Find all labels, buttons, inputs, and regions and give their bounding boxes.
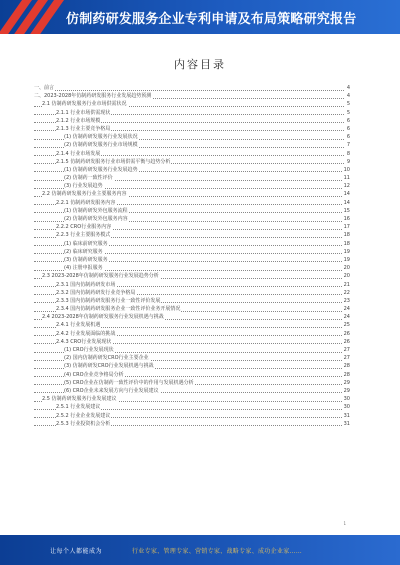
toc-entry[interactable] [34,100,350,108]
toc-entry[interactable] [34,207,350,215]
toc-entry-page: 22 [343,289,350,296]
toc-entry-title: 二、2023-2028年仿制药研发服务行业发展趋势预测 [34,93,152,100]
toc-entry-page: 23 [343,297,350,304]
toc-entry[interactable] [34,346,350,354]
toc-entry-page: 26 [343,330,350,337]
toc-entry-page: 8 [346,150,350,157]
toc-entry[interactable] [34,190,350,198]
toc-entry-title: 2.3.1 国内仿制药研发市场 [56,281,116,288]
toc-entry-title: (1) 仿制药研发服务行业发展趋势 [64,166,138,173]
toc-entry[interactable] [34,248,350,256]
toc-entry-title: 2.2.3 行业主要服务模式 [56,232,111,239]
toc-entry[interactable] [34,338,350,346]
toc-entry-title: (4) CRO企业竞争格局分析 [64,371,124,378]
toc-entry-page: 27 [343,347,350,353]
toc-entry-title: 2.2.1 仿制药研发服务内容 [56,199,116,206]
toc-entry-title: (3) 仿制药研发服务 [64,256,108,263]
toc-entry-page: 16 [343,216,350,222]
toc-entry-title: 2.1.5 仿制药研发服务行业市场供需平衡与趋势分析 [56,158,171,165]
toc-entry-page: 28 [343,371,350,378]
toc-entry[interactable] [34,403,350,411]
toc-entry-page: 5 [346,101,350,108]
toc-entry-page: 24 [343,306,350,313]
toc-entry-title: 2.3.2 国内仿制药研发行业竞争格局 [56,289,136,296]
report-footer-banner [0,535,400,565]
toc-entry-title: 2.1.4 行业市场发展 [56,150,101,157]
toc-entry[interactable] [34,92,350,100]
toc-entry-page: 4 [346,93,350,100]
toc-entry[interactable] [34,223,350,231]
toc-entry[interactable] [34,354,350,362]
toc-entry-page: 20 [343,273,350,280]
toc-leader-dots [34,90,344,91]
toc-entry-title: (2) 临床研究服务 [64,248,103,255]
toc-entry-title: (5) CRO企业在仿制药一致性评价中的作用与发展机遇分析 [64,379,194,386]
toc-entry-title: 2.3 2023-2028年仿制药研发服务行业发展趋势分析 [42,273,159,280]
toc-entry-title: 2.1.2 行业市场规模 [56,117,101,124]
toc-entry-title: 2.2.2 CRO行业服务内容 [56,224,112,231]
toc-entry-title: (1) 临床前研究服务 [64,240,108,247]
toc-entry-title: (1) CRO行业发展现状 [64,347,114,353]
toc-entry-page: 17 [343,224,350,231]
toc-entry-title: (3) 行业发展趋势 [64,183,103,190]
toc-entry-page: 14 [343,199,350,206]
toc-entry[interactable] [34,379,350,387]
toc-entry-title: 2.4.1 行业发展机遇 [56,322,101,329]
table-of-contents [34,84,350,428]
toc-entry[interactable] [34,420,350,428]
toc-entry[interactable] [34,321,350,329]
toc-entry-page: 29 [343,379,350,386]
toc-entry-page: 10 [343,166,350,173]
toc-entry[interactable] [34,240,350,248]
toc-entry-page: 11 [343,175,350,182]
toc-entry-page: 28 [343,363,350,370]
toc-entry[interactable] [34,84,350,92]
toc-entry-page: 27 [343,355,350,362]
report-title: 仿制药研发服务企业专利申请及布局策略研究报告 [66,12,357,27]
toc-entry-page: 31 [343,412,350,419]
toc-entry-page: 19 [343,256,350,263]
toc-entry-title: (2) 仿制药研发外包服务内容 [64,216,128,222]
toc-entry-page: 20 [343,265,350,272]
toc-heading: 内容目录 [174,58,226,71]
toc-entry-title: 2.5 仿制药研发服务行业发展建议 [42,396,117,403]
toc-entry[interactable] [34,371,350,379]
toc-entry-title: 2.3.4 国内仿制药研发服务企业一致性评价业务开展情况 [56,306,181,313]
toc-entry-title: 一、前言 [34,85,55,91]
toc-entry[interactable] [34,109,350,117]
toc-entry-title: 2.5.2 行业企业发展建议 [56,412,111,419]
toc-entry[interactable] [34,215,350,223]
toc-entry-page: 15 [343,207,350,214]
toc-entry[interactable] [34,125,350,133]
toc-entry-page: 5 [346,109,350,116]
toc-entry[interactable] [34,264,350,272]
toc-entry[interactable] [34,330,350,338]
toc-entry-page: 19 [343,248,350,255]
footer-tags: 行业专家、管理专家、营销专家、战略专家、成功企业家…… [132,548,303,555]
toc-entry-title: 2.4.3 CRO行业发展现状 [56,338,112,345]
toc-entry-title: (2) 仿制药一致性评价 [64,175,113,182]
toc-entry-page: 26 [343,338,350,345]
toc-entry[interactable] [34,141,350,149]
toc-entry-title: 2.1.3 行业主要竞争格局 [56,125,111,132]
toc-entry-page: 18 [343,240,350,247]
report-header-banner [0,0,400,34]
toc-entry-page: 6 [346,134,350,141]
toc-entry-title: 2.5.1 行业发展建议 [56,404,101,411]
toc-entry-page: 6 [346,117,350,124]
toc-entry[interactable] [34,289,350,297]
toc-entry[interactable] [34,117,350,125]
toc-entry[interactable] [34,412,350,420]
toc-entry-title: 2.4 2023-2028年仿制药研发服务行业发展机遇与挑战 [42,314,164,321]
toc-entry-title: (2) 仿制药研发服务行业市场规模 [64,142,138,149]
toc-entry-page: 18 [343,232,350,239]
toc-entry-page: 9 [346,158,350,165]
toc-entry[interactable] [34,305,350,313]
toc-entry-title: (1) 仿制药研发外包服务流程 [64,207,128,214]
toc-entry[interactable] [34,395,350,403]
toc-entry[interactable] [34,362,350,370]
toc-entry-title: 2.5.3 行业投资机会分析 [56,420,111,427]
toc-entry-page: 14 [343,191,350,198]
toc-entry-title: 2.2 仿制药研发服务行业主要服务内容 [42,191,127,198]
toc-entry-page: 4 [346,85,350,91]
toc-entry[interactable] [34,174,350,182]
toc-entry-page: 30 [343,404,350,411]
toc-entry[interactable] [34,297,350,305]
toc-entry-page: 24 [343,314,350,321]
toc-entry-title: 2.1 仿制药研发服务行业市场供需状况 [42,101,127,108]
toc-entry[interactable] [34,166,350,174]
red-stripe-decoration [0,0,70,34]
toc-entry[interactable] [34,272,350,280]
toc-entry-page: 21 [343,281,350,288]
toc-entry-page: 7 [346,142,350,149]
toc-entry[interactable] [34,182,350,190]
toc-entry[interactable] [34,231,350,239]
toc-entry-page: 29 [343,387,350,394]
toc-entry-title: (1) 仿制药研发服务行业发展状况 [64,134,138,141]
toc-entry-page: 31 [343,420,350,427]
toc-entry-title: 2.3.3 国内仿制药研发服务行业一致性评价发展 [56,297,161,304]
toc-entry-page: 30 [343,396,350,403]
toc-entry-title: (3) 仿制药研发CRO行业发展机遇与挑战 [64,363,154,370]
toc-entry[interactable] [34,281,350,289]
toc-entry[interactable] [34,199,350,207]
toc-entry[interactable] [34,256,350,264]
footer-slogan: 让每个人都能成为 [50,548,103,555]
toc-entry[interactable] [34,313,350,321]
toc-entry[interactable] [34,150,350,158]
toc-entry-page: 6 [346,125,350,132]
toc-entry-page: 12 [343,183,350,190]
toc-entry[interactable] [34,133,350,141]
toc-entry[interactable] [34,158,350,166]
toc-entry-page: 25 [343,322,350,329]
toc-entry-title: (4) 注册申报服务 [64,265,103,272]
toc-entry-title: 2.1.1 行业市场供需现状 [56,109,111,116]
toc-entry-title: (6) CRO企业未来发展方向与行业发展建议 [64,387,159,394]
toc-entry-title: 2.4.2 行业发展面临的挑战 [56,330,116,337]
toc-entry-title: (2) 国内仿制药研发CRO行业主要企业 [64,355,149,362]
toc-entry[interactable] [34,387,350,395]
page-number: 1 [343,521,346,526]
